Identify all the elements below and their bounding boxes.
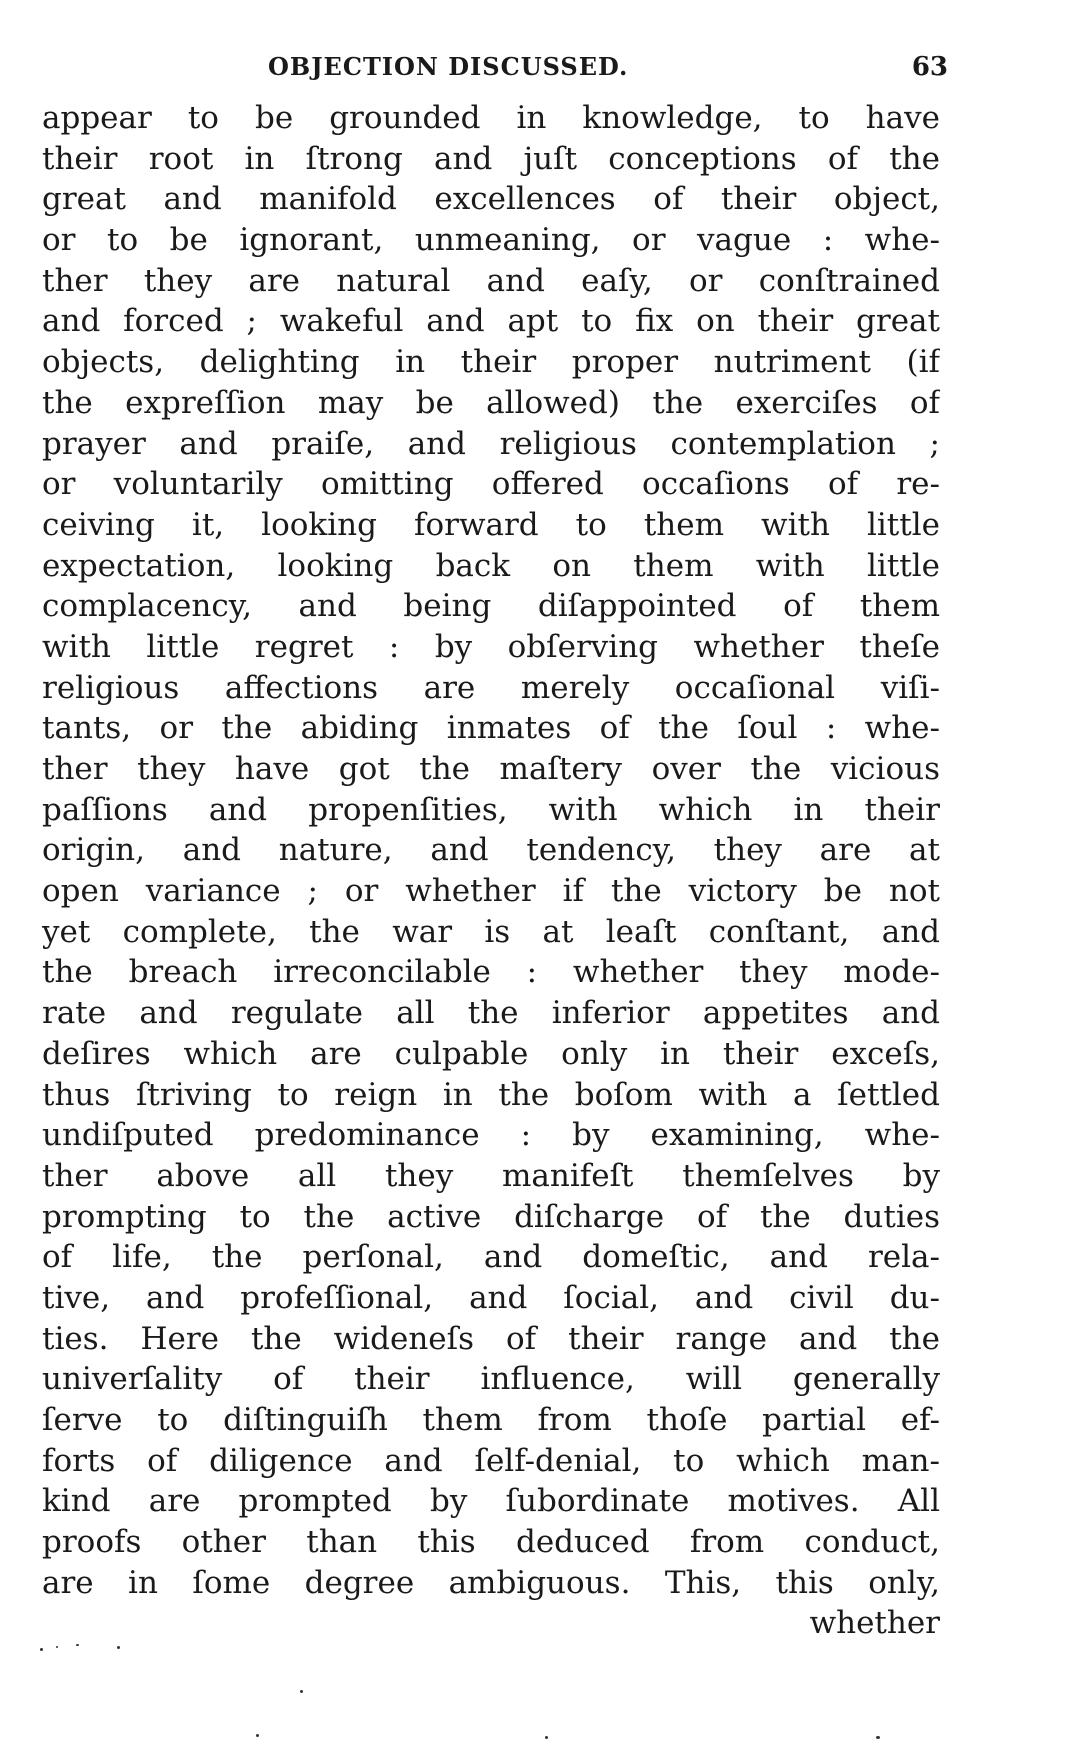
- print-speck: [40, 1648, 43, 1651]
- text-line: rate and regulate all the inferior appetites and: [42, 995, 940, 1032]
- text-line: prayer and praiſe, and religious contemplation ;: [42, 425, 940, 462]
- text-line: or voluntarily omitting offered occaſions of re-: [42, 466, 940, 503]
- page-number: 63: [911, 52, 948, 82]
- text-line: open variance ; or whether if the victory be not: [42, 873, 940, 910]
- text-line: yet complete, the war is at leaſt conſtant, and: [42, 913, 940, 950]
- text-line: forts of diligence and ſelf-denial, to which man-: [42, 1442, 940, 1479]
- print-speck: [256, 1734, 259, 1737]
- print-speck: [876, 1736, 880, 1739]
- text-line: great and manifold excellences of their object,: [42, 181, 940, 218]
- text-line: of life, the perſonal, and domeſtic, and rela-: [42, 1239, 940, 1276]
- text-line: prompting to the active diſcharge of the duties: [42, 1198, 940, 1235]
- text-line: their root in ſtrong and juſt conceptions of the: [42, 140, 940, 177]
- text-line: ther they are natural and eaſy, or conſtrained: [42, 262, 940, 299]
- text-line: thus ſtriving to reign in the boſom with a ſettled: [42, 1076, 940, 1113]
- print-speck: [300, 1690, 303, 1693]
- text-line: or to be ignorant, unmeaning, or vague : whe-: [42, 222, 940, 259]
- text-line: are in ſome degree ambiguous. This, this only,: [42, 1564, 940, 1601]
- print-speck: [56, 1646, 58, 1648]
- text-line: tive, and profeſſional, and ſocial, and civil du-: [42, 1279, 940, 1316]
- text-line: univerſality of their influence, will generally: [42, 1361, 940, 1398]
- text-line: tants, or the abiding inmates of the ſoul : whe-: [42, 710, 940, 747]
- catchword: whether: [809, 1605, 940, 1642]
- text-line: ceiving it, looking forward to them with little: [42, 506, 940, 543]
- print-speck: [76, 1644, 79, 1646]
- text-line: the expreſſion may be allowed) the exerciſes of: [42, 384, 940, 421]
- text-line: ther above all they manifeſt themſelves by: [42, 1157, 940, 1194]
- print-speck: [117, 1646, 120, 1649]
- text-line: ties. Here the wideneſs of their range and the: [42, 1320, 940, 1357]
- print-speck: [545, 1736, 548, 1739]
- text-line: the breach irreconcilable : whether they mode-: [42, 954, 940, 991]
- text-line: origin, and nature, and tendency, they are at: [42, 832, 940, 869]
- text-line: expectation, looking back on them with little: [42, 547, 940, 584]
- page-header: [48, 52, 948, 92]
- text-line: appear to be grounded in knowledge, to have: [42, 100, 940, 136]
- text-line: ther they have got the maſtery over the vicious: [42, 751, 940, 787]
- text-line: with little regret : by obſerving whether theſe: [42, 628, 940, 665]
- text-line: objects, delighting in their proper nutriment (if: [42, 344, 940, 381]
- text-line: paſſions and propenſities, with which in their: [42, 791, 940, 828]
- text-line: kind are prompted by ſubordinate motives. All: [42, 1483, 940, 1520]
- running-title: OBJECTION DISCUSSED.: [268, 52, 629, 81]
- text-line: religious affections are merely occaſional viſi-: [42, 669, 940, 706]
- text-line: undiſputed predominance : by examining, whe-: [42, 1117, 940, 1154]
- text-line: deſires which are culpable only in their exceſs,: [42, 1035, 940, 1072]
- text-line: and forced ; wakeful and apt to fix on their great: [42, 303, 940, 340]
- text-line: ſerve to diſtinguiſh them from thoſe partial ef-: [42, 1402, 940, 1438]
- body-text: [42, 98, 940, 1644]
- text-line: proofs other than this deduced from conduct,: [42, 1524, 940, 1561]
- text-line: complacency, and being diſappointed of them: [42, 588, 940, 625]
